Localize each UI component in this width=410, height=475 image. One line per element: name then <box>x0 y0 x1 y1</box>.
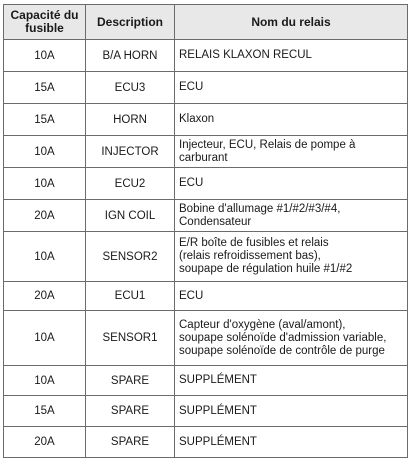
cell-relay-name: ECU <box>175 282 408 311</box>
cell-capacity: 10A <box>4 40 86 72</box>
cell-capacity: 15A <box>4 72 86 104</box>
cell-capacity: 20A <box>4 427 86 458</box>
cell-capacity: 10A <box>4 311 86 366</box>
cell-relay-name: ECU <box>175 168 408 200</box>
fuse-relay-table <box>3 4 408 458</box>
cell-relay-name: Bobine d'allumage #1/#2/#3/#4, Condensateur <box>175 200 408 232</box>
cell-relay-name: Klaxon <box>175 104 408 136</box>
cell-description: SPARE <box>86 427 175 458</box>
cell-relay-name: SUPPLÉMENT <box>175 396 408 427</box>
cell-capacity: 10A <box>4 366 86 396</box>
table-row <box>4 396 408 427</box>
cell-description: SENSOR2 <box>86 232 175 282</box>
cell-relay-name: SUPPLÉMENT <box>175 427 408 458</box>
table-row <box>4 40 408 72</box>
cell-capacity: 10A <box>4 168 86 200</box>
cell-capacity: 20A <box>4 282 86 311</box>
table-row <box>4 136 408 168</box>
cell-description: SENSOR1 <box>86 311 175 366</box>
cell-description: SPARE <box>86 366 175 396</box>
table-row <box>4 232 408 282</box>
cell-description: ECU2 <box>86 168 175 200</box>
cell-capacity: 15A <box>4 104 86 136</box>
cell-capacity: 20A <box>4 200 86 232</box>
cell-relay-name: SUPPLÉMENT <box>175 366 408 396</box>
cell-description: HORN <box>86 104 175 136</box>
cell-relay-name: E/R boîte de fusibles et relais (relais refroidissement bas), soupape de régulation huile #1/#2 <box>175 232 408 282</box>
cell-capacity: 15A <box>4 396 86 427</box>
table-body <box>4 40 408 458</box>
cell-description: IGN COIL <box>86 200 175 232</box>
cell-relay-name: Capteur d'oxygène (aval/amont), soupape solénoïde d'admission variable, soupape solénoïde de contrôle de purge <box>175 311 408 366</box>
cell-relay-name: ECU <box>175 72 408 104</box>
cell-description: ECU1 <box>86 282 175 311</box>
table-row <box>4 200 408 232</box>
table-row <box>4 366 408 396</box>
header-description: Description <box>86 5 175 40</box>
cell-description: INJECTOR <box>86 136 175 168</box>
header-relay-name: Nom du relais <box>175 5 408 40</box>
table-row <box>4 282 408 311</box>
table-row <box>4 427 408 458</box>
table-row <box>4 72 408 104</box>
cell-capacity: 10A <box>4 136 86 168</box>
cell-description: ECU3 <box>86 72 175 104</box>
table-row <box>4 168 408 200</box>
table-row <box>4 104 408 136</box>
table-header-row <box>4 5 408 40</box>
cell-description: SPARE <box>86 396 175 427</box>
cell-capacity: 10A <box>4 232 86 282</box>
cell-relay-name: Injecteur, ECU, Relais de pompe à carburant <box>175 136 408 168</box>
cell-relay-name: RELAIS KLAXON RECUL <box>175 40 408 72</box>
table-row <box>4 311 408 366</box>
cell-description: B/A HORN <box>86 40 175 72</box>
header-capacity: Capacité du fusible <box>4 5 86 40</box>
